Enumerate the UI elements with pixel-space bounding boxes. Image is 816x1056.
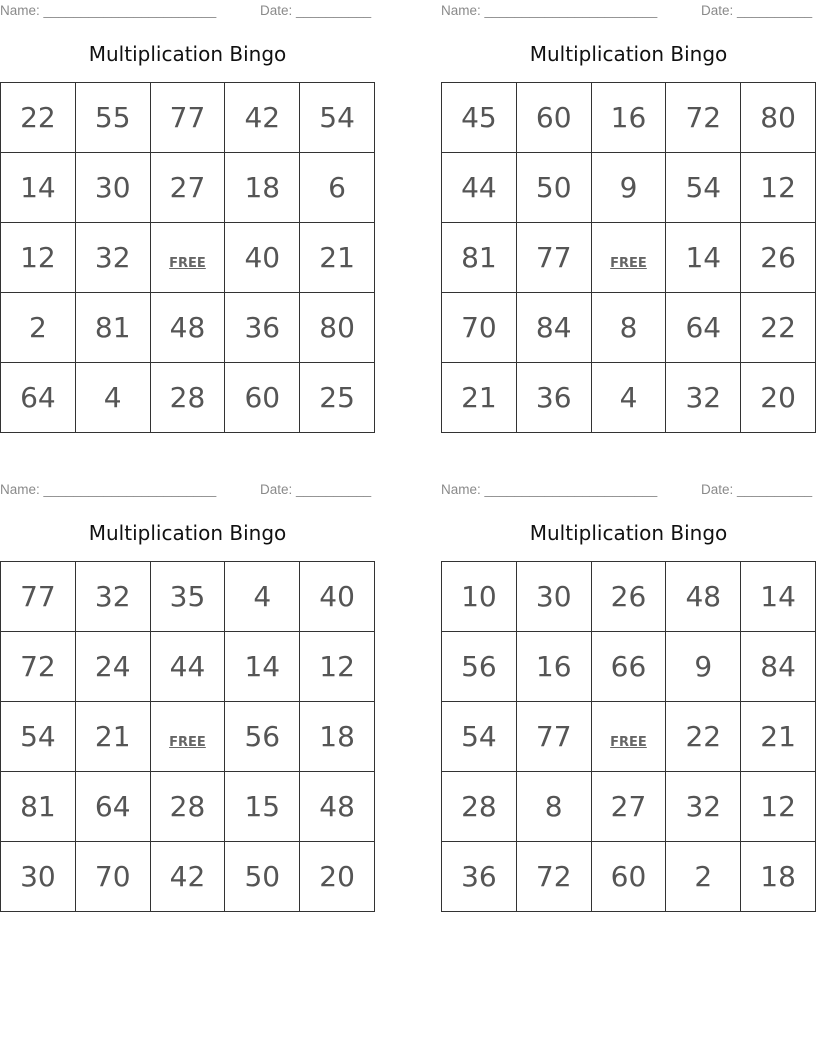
date-field[interactable]: Date: __________ [701,482,813,497]
grid-cell: 4 [591,363,666,433]
grid-cell: 32 [75,223,150,293]
free-space-label: FREE [169,735,206,750]
grid-cell: 25 [300,363,375,433]
free-space-cell [150,702,225,772]
grid-cell: 9 [591,153,666,223]
grid-cell: 48 [150,293,225,363]
name-field[interactable]: Name: _______________________ [0,3,217,18]
name-field[interactable]: Name: _______________________ [441,482,658,497]
grid-row [1,632,375,702]
grid-cell: 18 [225,153,300,223]
date-field[interactable]: Date: __________ [260,482,372,497]
grid-cell: 72 [666,83,741,153]
grid-cell: 12 [1,223,76,293]
grid-cell: 12 [300,632,375,702]
grid-cell: 77 [1,562,76,632]
name-field[interactable]: Name: _______________________ [441,3,658,18]
grid-cell: 81 [1,772,76,842]
grid-cell: 12 [741,153,816,223]
grid-cell: 2 [1,293,76,363]
grid-cell: 27 [150,153,225,223]
grid-row [442,153,816,223]
grid-cell: 56 [442,632,517,702]
free-space-label: FREE [169,256,206,271]
grid-cell: 40 [300,562,375,632]
card-header [0,0,375,22]
grid-cell: 24 [75,632,150,702]
bingo-grid [0,82,375,433]
grid-cell: 16 [516,632,591,702]
grid-cell: 40 [225,223,300,293]
grid-row [442,223,816,293]
grid-cell: 77 [516,702,591,772]
grid-cell: 36 [225,293,300,363]
grid-row [1,363,375,433]
free-space-label: FREE [610,735,647,750]
grid-cell: 21 [300,223,375,293]
grid-cell: 80 [300,293,375,363]
grid-cell: 32 [75,562,150,632]
grid-cell: 18 [741,842,816,912]
grid-cell: 26 [741,223,816,293]
bingo-card-1 [0,0,375,414]
card-title: Multiplication Bingo [529,42,728,66]
grid-cell: 35 [150,562,225,632]
grid-cell: 28 [150,363,225,433]
card-title: Multiplication Bingo [88,42,287,66]
grid-cell: 12 [741,772,816,842]
grid-cell: 84 [516,293,591,363]
grid-cell: 9 [666,632,741,702]
grid-cell: 16 [591,83,666,153]
grid-row [442,562,816,632]
bingo-grid [0,561,375,912]
grid-cell: 28 [442,772,517,842]
bingo-card-4 [441,479,816,893]
grid-cell: 48 [666,562,741,632]
grid-cell: 50 [225,842,300,912]
grid-cell: 36 [516,363,591,433]
grid-cell: 27 [591,772,666,842]
grid-cell: 14 [666,223,741,293]
card-title: Multiplication Bingo [529,521,728,545]
grid-cell: 45 [442,83,517,153]
name-field[interactable]: Name: _______________________ [0,482,217,497]
grid-cell: 14 [741,562,816,632]
grid-cell: 60 [591,842,666,912]
grid-cell: 66 [591,632,666,702]
card-header [0,479,375,501]
grid-cell: 14 [1,153,76,223]
grid-cell: 2 [666,842,741,912]
free-space-cell [150,223,225,293]
grid-cell: 54 [1,702,76,772]
bingo-grid [441,82,816,433]
grid-row [442,83,816,153]
grid-cell: 8 [516,772,591,842]
grid-row [442,363,816,433]
grid-row [1,293,375,363]
grid-cell: 42 [225,83,300,153]
grid-cell: 60 [225,363,300,433]
grid-cell: 21 [442,363,517,433]
grid-cell: 54 [300,83,375,153]
grid-row [1,702,375,772]
grid-cell: 80 [741,83,816,153]
grid-cell: 8 [591,293,666,363]
grid-cell: 20 [300,842,375,912]
grid-cell: 77 [516,223,591,293]
grid-cell: 54 [442,702,517,772]
grid-cell: 70 [442,293,517,363]
grid-cell: 72 [1,632,76,702]
grid-cell: 15 [225,772,300,842]
grid-cell: 42 [150,842,225,912]
grid-cell: 64 [75,772,150,842]
grid-row [442,772,816,842]
grid-row [1,562,375,632]
grid-cell: 30 [75,153,150,223]
grid-cell: 32 [666,772,741,842]
grid-cell: 72 [516,842,591,912]
card-header [441,0,816,22]
grid-cell: 77 [150,83,225,153]
bingo-card-3 [0,479,375,893]
grid-cell: 54 [666,153,741,223]
grid-cell: 22 [1,83,76,153]
grid-cell: 6 [300,153,375,223]
card-header [441,479,816,501]
grid-cell: 30 [1,842,76,912]
grid-row [1,153,375,223]
grid-cell: 32 [666,363,741,433]
grid-cell: 22 [666,702,741,772]
grid-cell: 22 [741,293,816,363]
free-space-cell [591,223,666,293]
grid-cell: 20 [741,363,816,433]
grid-cell: 28 [150,772,225,842]
grid-cell: 21 [741,702,816,772]
grid-cell: 36 [442,842,517,912]
grid-row [1,223,375,293]
grid-row [1,83,375,153]
grid-row [442,702,816,772]
grid-cell: 60 [516,83,591,153]
grid-cell: 64 [666,293,741,363]
bingo-grid [441,561,816,912]
grid-cell: 81 [75,293,150,363]
grid-row [442,632,816,702]
grid-cell: 10 [442,562,517,632]
grid-row [442,842,816,912]
grid-cell: 70 [75,842,150,912]
grid-cell: 81 [442,223,517,293]
date-field[interactable]: Date: __________ [260,3,372,18]
grid-row [1,772,375,842]
grid-cell: 44 [442,153,517,223]
grid-row [442,293,816,363]
grid-cell: 26 [591,562,666,632]
grid-cell: 64 [1,363,76,433]
grid-row [1,842,375,912]
grid-cell: 50 [516,153,591,223]
grid-cell: 84 [741,632,816,702]
bingo-card-2 [441,0,816,414]
grid-cell: 4 [225,562,300,632]
grid-cell: 14 [225,632,300,702]
grid-cell: 4 [75,363,150,433]
grid-cell: 55 [75,83,150,153]
free-space-label: FREE [610,256,647,271]
free-space-cell [591,702,666,772]
grid-cell: 44 [150,632,225,702]
card-title: Multiplication Bingo [88,521,287,545]
grid-cell: 48 [300,772,375,842]
grid-cell: 21 [75,702,150,772]
date-field[interactable]: Date: __________ [701,3,813,18]
grid-cell: 18 [300,702,375,772]
grid-cell: 30 [516,562,591,632]
grid-cell: 56 [225,702,300,772]
